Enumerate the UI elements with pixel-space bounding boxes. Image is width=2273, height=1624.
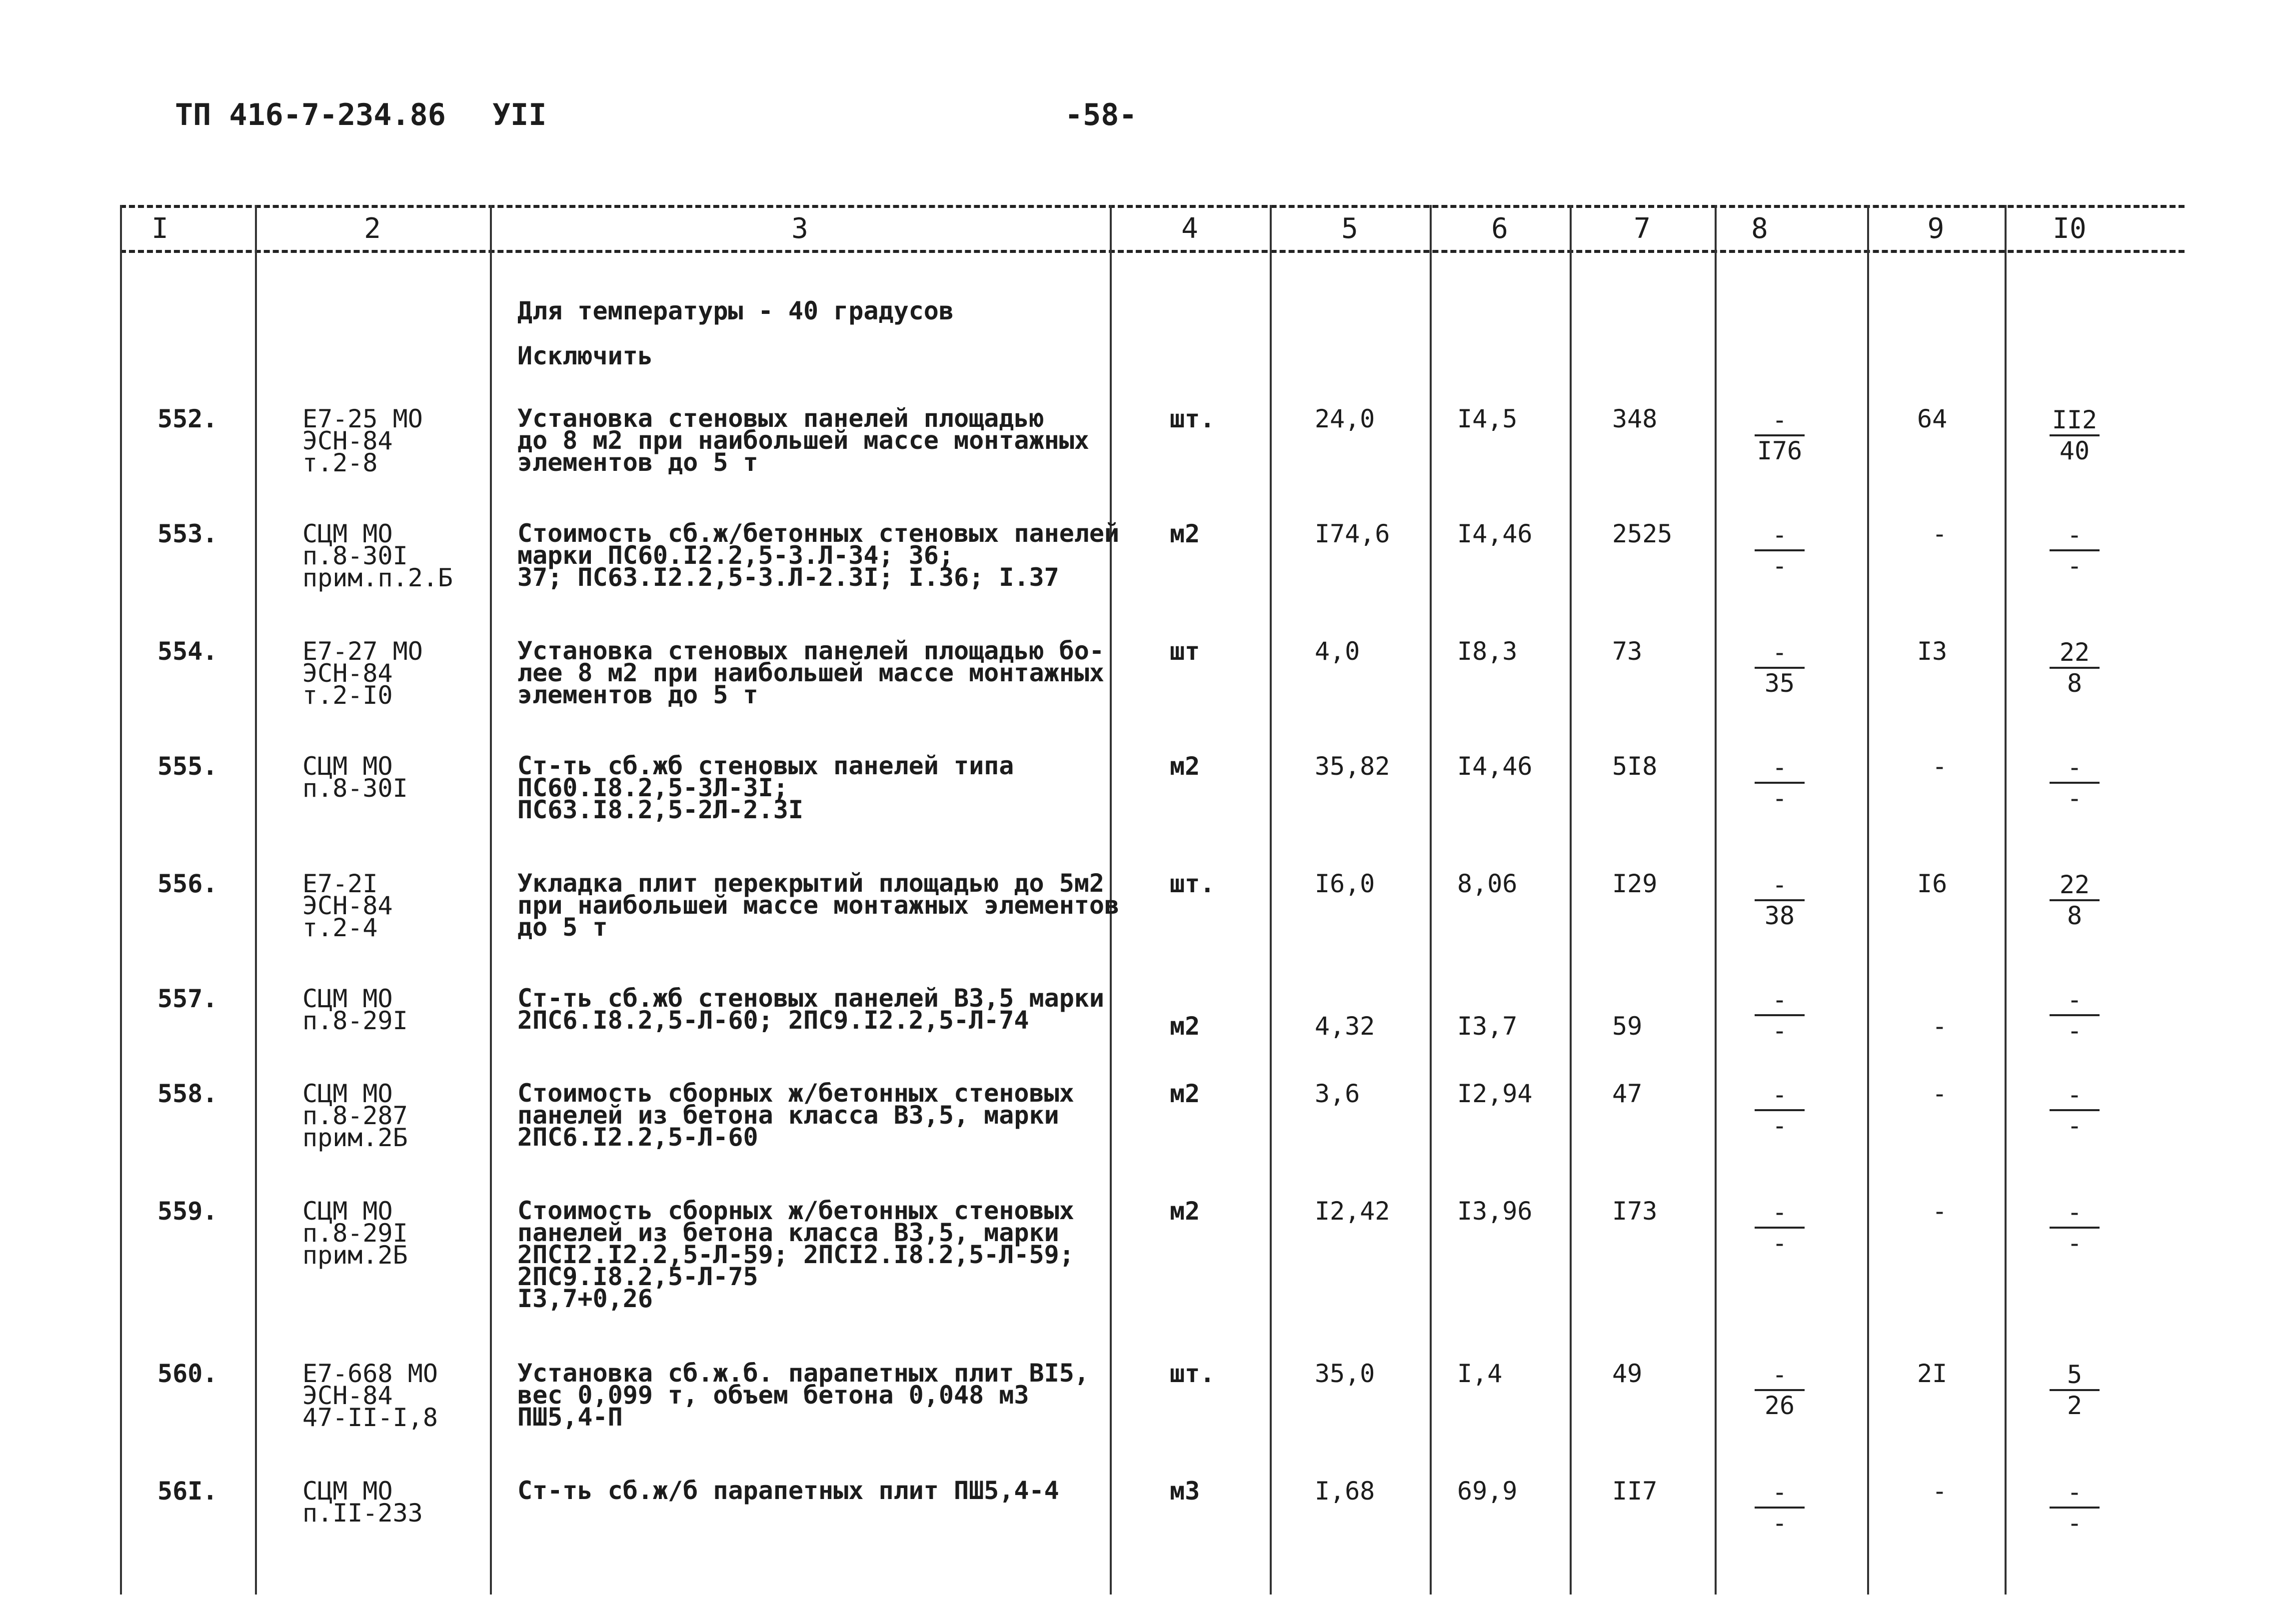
row-reference: СЦМ МО	[302, 752, 393, 781]
column-header: I0	[2053, 212, 2087, 245]
row-reference: п.8-30I	[302, 541, 408, 570]
row-reference: ЭСН-84	[302, 1381, 393, 1410]
row-number: 560.	[157, 1359, 218, 1388]
fraction-numerator: -	[1772, 638, 1788, 667]
row-total: 348	[1612, 404, 1658, 433]
row-col9: I3	[1917, 637, 1948, 666]
row-col9: -	[1932, 1079, 1948, 1108]
row-description: 2ПСI2.I2.2,5-Л-59; 2ПСI2.I8.2,5-Л-59;	[517, 1240, 1074, 1269]
row-quantity: 3,6	[1315, 1079, 1360, 1108]
row-unit: м2	[1170, 519, 1200, 548]
row-description: панелей из бетона класса В3,5, марки	[517, 1101, 1059, 1130]
row-reference: СЦМ МО	[302, 1079, 393, 1108]
fraction-numerator: -	[1772, 1478, 1788, 1507]
row-description: Ст-ть сб.жб стеновых панелей В3,5 марки	[517, 984, 1104, 1013]
row-fraction-col10	[2045, 1082, 2105, 1138]
section-note: Исключить	[517, 341, 653, 370]
row-fraction-col8	[1750, 407, 1810, 463]
row-total: 73	[1612, 637, 1643, 666]
fraction-numerator: 22	[2059, 870, 2090, 899]
fraction-numerator: -	[1772, 520, 1788, 549]
fraction-denominator: -	[1772, 784, 1788, 813]
row-description: ПШ5,4-П	[517, 1403, 623, 1432]
fraction-denominator: -	[1772, 1509, 1788, 1538]
row-total: 5I8	[1612, 752, 1658, 781]
row-reference: Е7-27 МО	[302, 637, 423, 666]
fraction-numerator: 22	[2059, 638, 2090, 667]
row-description: вес 0,099 т, объем бетона 0,048 м3	[517, 1381, 1029, 1410]
row-fraction-col10	[2045, 1362, 2105, 1418]
row-description: лее 8 м2 при наибольшей массе монтажных	[517, 658, 1104, 687]
row-number: 557.	[157, 984, 218, 1013]
row-reference: п.8-29I	[302, 1219, 408, 1248]
fraction-denominator: -	[1772, 1229, 1788, 1258]
row-col9: 64	[1917, 404, 1948, 433]
fraction-denominator: 38	[1764, 901, 1795, 930]
fraction-numerator: -	[2067, 753, 2083, 782]
row-fraction-col10	[2045, 640, 2105, 696]
row-total: I29	[1612, 869, 1658, 898]
row-description: I3,7+0,26	[517, 1284, 653, 1313]
row-description: 2ПС6.I8.2,5-Л-60; 2ПС9.I2.2,5-Л-74	[517, 1006, 1029, 1035]
row-description: Стоимость сб.ж/бетонных стеновых панелей	[517, 519, 1120, 548]
section-note: Для температуры - 40 градусов	[517, 296, 954, 325]
row-number: 56I.	[157, 1477, 218, 1506]
section-number: УII	[492, 97, 547, 132]
fraction-denominator: -	[1772, 1111, 1788, 1140]
fraction-denominator: 26	[1764, 1391, 1795, 1420]
fraction-numerator: -	[1772, 405, 1788, 434]
fraction-denominator: 2	[2067, 1391, 2083, 1420]
row-col9: -	[1932, 1012, 1948, 1041]
row-total: 59	[1612, 1012, 1643, 1041]
column-header: 3	[791, 212, 808, 245]
column-divider	[1270, 205, 1272, 1595]
row-quantity: I6,0	[1315, 869, 1375, 898]
row-description: Установка сб.ж.б. парапетных плит ВI5,	[517, 1359, 1089, 1388]
fraction-numerator: -	[1772, 1080, 1788, 1109]
row-fraction-col8	[1750, 1200, 1810, 1256]
row-reference: п.II-233	[302, 1499, 423, 1528]
row-quantity: I2,42	[1315, 1197, 1390, 1226]
column-header: 8	[1751, 212, 1768, 245]
column-header: 9	[1927, 212, 1945, 245]
fraction-denominator: 8	[2067, 669, 2083, 698]
row-number: 559.	[157, 1197, 218, 1226]
row-col9: -	[1932, 1197, 1948, 1226]
row-number: 554.	[157, 637, 218, 666]
row-reference: прим.п.2.Б	[302, 563, 453, 592]
row-fraction-col10	[2045, 1480, 2105, 1536]
row-reference: п.8-30I	[302, 774, 408, 803]
row-reference: СЦМ МО	[302, 1477, 393, 1506]
row-number: 552.	[157, 404, 218, 433]
row-rate: I4,5	[1457, 404, 1518, 433]
row-unit: м2	[1170, 752, 1200, 781]
row-description: Ст-ть сб.жб стеновых панелей типа	[517, 751, 1014, 780]
column-divider	[490, 205, 492, 1595]
column-header: 4	[1181, 212, 1198, 245]
column-header: 7	[1634, 212, 1651, 245]
row-reference: СЦМ МО	[302, 984, 393, 1013]
row-description: элементов до 5 т	[517, 680, 758, 709]
fraction-numerator: II2	[2052, 405, 2098, 434]
row-description: ПС63.I8.2,5-2Л-2.3I	[517, 795, 803, 824]
column-header: 2	[364, 212, 381, 245]
row-rate: I4,46	[1457, 752, 1533, 781]
row-fraction-col10	[2045, 755, 2105, 811]
row-reference: Е7-25 МО	[302, 404, 423, 433]
fraction-denominator: -	[2067, 551, 2083, 580]
row-reference: СЦМ МО	[302, 1197, 393, 1226]
row-unit: м2	[1170, 1012, 1200, 1041]
row-reference: ЭСН-84	[302, 426, 393, 455]
column-header: 6	[1491, 212, 1508, 245]
fraction-numerator: -	[1772, 1360, 1788, 1389]
row-unit: м2	[1170, 1197, 1200, 1226]
fraction-numerator: -	[2067, 520, 2083, 549]
fraction-denominator: 35	[1764, 669, 1795, 698]
row-description: Стоимость сборных ж/бетонных стеновых	[517, 1079, 1074, 1108]
fraction-denominator: 40	[2059, 436, 2090, 465]
row-quantity: 4,0	[1315, 637, 1360, 666]
row-rate: I4,46	[1457, 519, 1533, 548]
row-description: Укладка плит перекрытий площадью до 5м2	[517, 869, 1104, 898]
row-number: 553.	[157, 519, 218, 548]
row-rate: I,4	[1457, 1359, 1503, 1388]
row-col9: I6	[1917, 869, 1948, 898]
row-reference: Е7-668 МО	[302, 1359, 438, 1388]
row-fraction-col10	[2045, 1200, 2105, 1256]
row-reference: ЭСН-84	[302, 659, 393, 688]
fraction-denominator: -	[2067, 1111, 2083, 1140]
row-description: элементов до 5 т	[517, 448, 758, 477]
row-rate: I3,7	[1457, 1012, 1518, 1041]
row-unit: шт.	[1170, 404, 1215, 433]
row-reference: прим.2Б	[302, 1123, 408, 1152]
row-reference: СЦМ МО	[302, 519, 393, 548]
fraction-denominator: 8	[2067, 901, 2083, 930]
column-header: I	[151, 212, 168, 245]
row-description: Установка стеновых панелей площадью бо-	[517, 636, 1104, 665]
row-reference: 47-II-I,8	[302, 1403, 438, 1432]
fraction-numerator: -	[1772, 1198, 1788, 1227]
row-number: 558.	[157, 1079, 218, 1108]
row-total: 47	[1612, 1079, 1643, 1108]
row-quantity: I,68	[1315, 1477, 1375, 1506]
row-total: I73	[1612, 1197, 1658, 1226]
row-rate: I2,94	[1457, 1079, 1533, 1108]
row-quantity: 4,32	[1315, 1012, 1375, 1041]
row-rate: 69,9	[1457, 1477, 1518, 1506]
row-quantity: 35,0	[1315, 1359, 1375, 1388]
row-col9: -	[1932, 752, 1948, 781]
row-reference: т.2-8	[302, 448, 378, 477]
row-reference: прим.2Б	[302, 1241, 408, 1270]
row-fraction-col8	[1750, 640, 1810, 696]
row-unit: шт.	[1170, 1359, 1215, 1388]
fraction-denominator: -	[2067, 1229, 2083, 1258]
row-description: марки ПС60.I2.2,5-3.Л-34; 36;	[517, 541, 954, 570]
column-divider	[2005, 205, 2007, 1595]
row-number: 556.	[157, 869, 218, 898]
table-header-border	[120, 250, 2185, 253]
row-fraction-col10	[2045, 872, 2105, 928]
row-fraction-col10	[2045, 407, 2105, 463]
fraction-numerator: -	[2067, 1478, 2083, 1507]
fraction-numerator: -	[1772, 870, 1788, 899]
row-fraction-col8	[1750, 987, 1810, 1043]
row-fraction-col8	[1750, 1082, 1810, 1138]
row-reference: п.8-29I	[302, 1006, 408, 1035]
row-total: 2525	[1612, 519, 1673, 548]
row-unit: м3	[1170, 1477, 1200, 1506]
row-col9: -	[1932, 519, 1948, 548]
row-col9: -	[1932, 1477, 1948, 1506]
row-unit: м2	[1170, 1079, 1200, 1108]
fraction-numerator: -	[2067, 985, 2083, 1014]
row-fraction-col8	[1750, 1362, 1810, 1418]
row-reference: п.8-287	[302, 1101, 408, 1130]
row-rate: I8,3	[1457, 637, 1518, 666]
row-number: 555.	[157, 752, 218, 781]
document-code: ТП 416-7-234.86	[175, 97, 446, 132]
column-divider	[1570, 205, 1572, 1595]
fraction-numerator: -	[1772, 753, 1788, 782]
fraction-denominator: -	[2067, 784, 2083, 813]
fraction-denominator: -	[1772, 1016, 1788, 1045]
row-description: 37; ПС63.I2.2,5-3.Л-2.3I; I.36; I.37	[517, 563, 1059, 592]
row-fraction-col10	[2045, 522, 2105, 578]
fraction-numerator: 5	[2067, 1360, 2083, 1389]
column-header: 5	[1341, 212, 1358, 245]
row-quantity: 35,82	[1315, 752, 1390, 781]
row-description: до 8 м2 при наибольшей массе монтажных	[517, 426, 1089, 455]
row-fraction-col8	[1750, 755, 1810, 811]
row-reference: т.2-I0	[302, 681, 393, 710]
row-fraction-col8	[1750, 1480, 1810, 1536]
fraction-denominator: -	[1772, 551, 1788, 580]
row-description: до 5 т	[517, 913, 608, 942]
row-total: II7	[1612, 1477, 1658, 1506]
row-description: 2ПС6.I2.2,5-Л-60	[517, 1123, 758, 1152]
fraction-numerator: -	[2067, 1080, 2083, 1109]
row-description: Ст-ть сб.ж/б парапетных плит ПШ5,4-4	[517, 1476, 1059, 1505]
row-fraction-col10	[2045, 987, 2105, 1043]
row-reference: т.2-4	[302, 913, 378, 942]
fraction-numerator: -	[1772, 985, 1788, 1014]
row-description: Стоимость сборных ж/бетонных стеновых	[517, 1196, 1074, 1225]
row-description: Установка стеновых панелей площадью	[517, 404, 1044, 433]
fraction-denominator: I76	[1757, 436, 1803, 465]
row-fraction-col8	[1750, 872, 1810, 928]
page-number: -58-	[1065, 97, 1137, 132]
column-divider	[1430, 205, 1432, 1595]
row-description: при наибольшей массе монтажных элементов	[517, 891, 1120, 920]
fraction-numerator: -	[2067, 1198, 2083, 1227]
column-divider	[1715, 205, 1717, 1595]
fraction-denominator: -	[2067, 1016, 2083, 1045]
row-reference: Е7-2I	[302, 869, 378, 898]
row-rate: I3,96	[1457, 1197, 1533, 1226]
row-description: панелей из бетона класса В3,5, марки	[517, 1218, 1059, 1247]
row-quantity: 24,0	[1315, 404, 1375, 433]
column-divider	[1867, 205, 1869, 1595]
row-col9: 2I	[1917, 1359, 1948, 1388]
row-quantity: I74,6	[1315, 519, 1390, 548]
row-description: 2ПС9.I8.2,5-Л-75	[517, 1262, 758, 1291]
column-divider	[255, 205, 257, 1595]
row-rate: 8,06	[1457, 869, 1518, 898]
row-unit: шт.	[1170, 869, 1215, 898]
row-total: 49	[1612, 1359, 1643, 1388]
fraction-denominator: -	[2067, 1509, 2083, 1538]
column-divider	[120, 205, 122, 1595]
table-top-border	[120, 205, 2185, 208]
row-fraction-col8	[1750, 522, 1810, 578]
row-reference: ЭСН-84	[302, 891, 393, 920]
row-unit: шт	[1170, 637, 1200, 666]
row-description: ПС60.I8.2,5-3Л-3I;	[517, 773, 788, 802]
